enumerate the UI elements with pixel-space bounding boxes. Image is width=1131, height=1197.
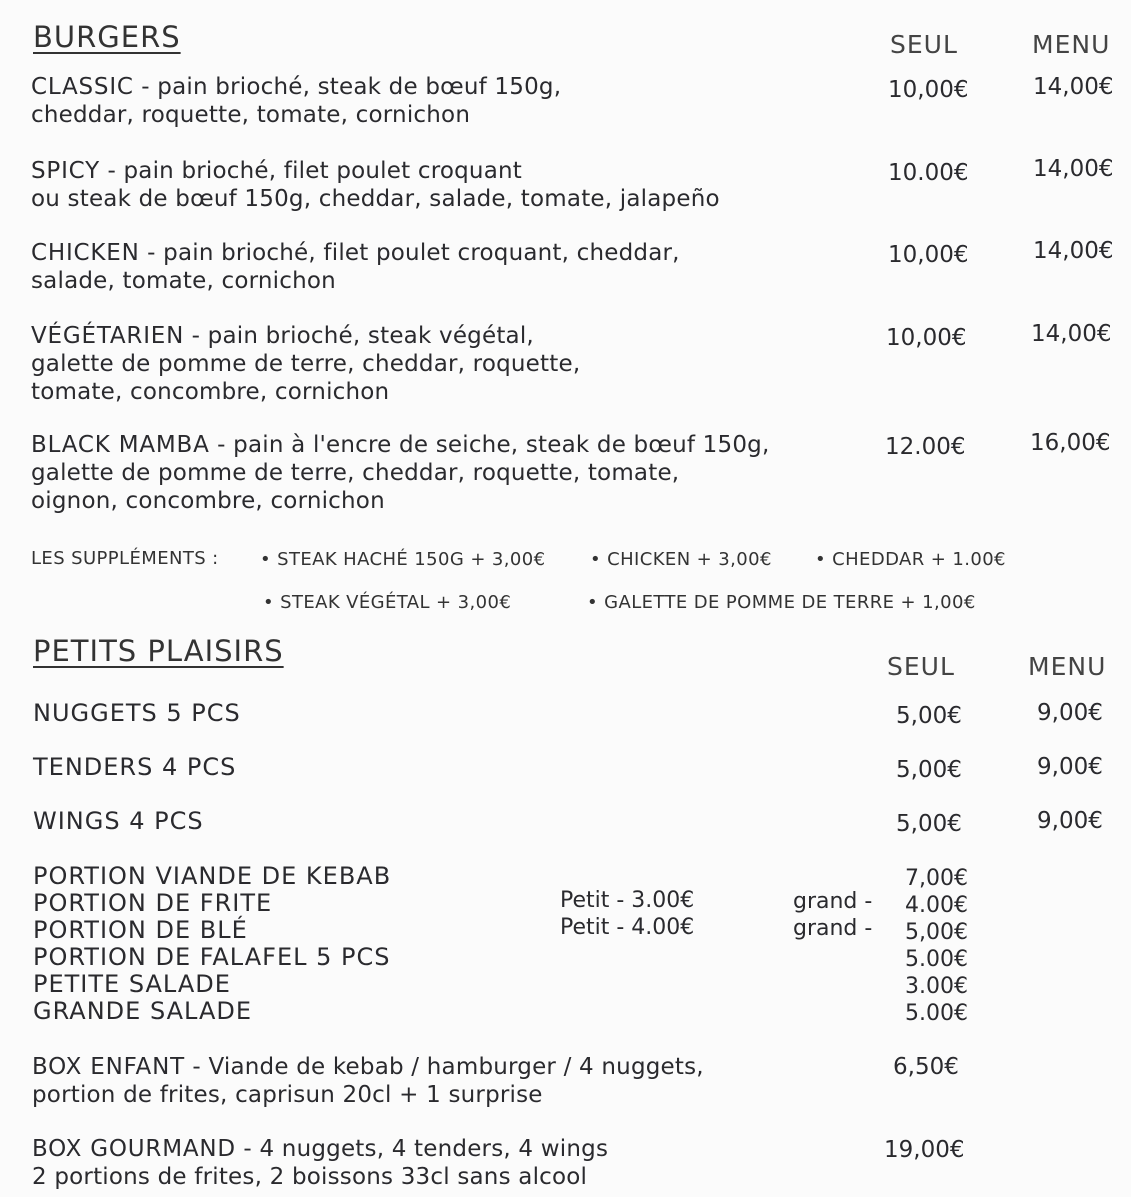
- portion-price: 5.00€: [905, 947, 968, 972]
- burger-desc-line2: galette de pomme de terre, cheddar, roquette, tomate,: [31, 460, 680, 486]
- portion-price: 3.00€: [905, 974, 968, 999]
- supplements-label: LES SUPPLÉMENTS :: [31, 548, 219, 569]
- burger-desc-line1: - pain brioché, steak végétal,: [184, 323, 534, 349]
- burgers-col-seul: SEUL: [890, 30, 958, 59]
- petit-price-seul: 5,00€: [896, 703, 962, 729]
- burger-price-menu: 14,00€: [1033, 74, 1114, 100]
- portion-grand-label: grand -: [793, 916, 873, 941]
- supplement-item: • STEAK VÉGÉTAL + 3,00€: [263, 592, 512, 613]
- portion-name: GRANDE SALADE: [33, 997, 253, 1025]
- portion-petit-price: Petit - 4.00€: [560, 915, 695, 940]
- petit-item-name: TENDERS 4 PCS: [33, 753, 237, 781]
- burger-item-classic: [31, 73, 561, 129]
- burger-item-black-mamba: [31, 431, 769, 515]
- portion-price: 5,00€: [905, 920, 968, 945]
- petit-price-seul: 5,00€: [896, 811, 962, 837]
- petits-col-menu: MENU: [1028, 652, 1107, 681]
- burger-desc-line1: - pain brioché, filet poulet croquant, cheddar,: [139, 240, 680, 266]
- box-name: BOX ENFANT: [32, 1054, 185, 1080]
- burger-price-seul: 10,00€: [888, 77, 969, 103]
- burger-price-seul: 12.00€: [885, 434, 966, 460]
- burger-item-spicy: [31, 157, 720, 213]
- petit-price-menu: 9,00€: [1037, 700, 1103, 726]
- portion-grand-labels: [793, 888, 872, 942]
- box-gourmand-price: 19,00€: [884, 1137, 965, 1163]
- portion-petit-price: Petit - 3.00€: [560, 888, 695, 913]
- burger-item-chicken: [31, 239, 680, 295]
- burger-desc-line3: oignon, concombre, cornichon: [31, 488, 385, 514]
- portion-grand-label: grand -: [793, 889, 873, 914]
- burger-desc-line2: salade, tomate, cornichon: [31, 268, 336, 294]
- burger-desc-line2: ou steak de bœuf 150g, cheddar, salade, tomate, jalapeño: [31, 186, 720, 212]
- petit-price-menu: 9,00€: [1037, 808, 1103, 834]
- portion-names: [33, 863, 391, 1025]
- supplement-item: • GALETTE DE POMME DE TERRE + 1,00€: [587, 592, 976, 613]
- box-desc-line1: - Viande de kebab / hamburger / 4 nuggets,: [184, 1054, 704, 1080]
- burger-item-vegetarien: [31, 322, 580, 406]
- box-name: BOX GOURMAND: [32, 1136, 236, 1162]
- petit-item-name: NUGGETS 5 PCS: [33, 699, 241, 727]
- burger-name: SPICY: [31, 158, 100, 184]
- portion-price: 4.00€: [905, 893, 968, 918]
- burger-desc-line1: - pain à l'encre de seiche, steak de bœuf 150g,: [209, 432, 770, 458]
- portion-name: PORTION DE FRITE: [33, 889, 273, 917]
- burger-desc-line2: galette de pomme de terre, cheddar, roquette,: [31, 351, 581, 377]
- box-desc-line1: - 4 nuggets, 4 tenders, 4 wings: [235, 1136, 609, 1162]
- portion-petit-prices: [560, 887, 694, 941]
- burger-name: CHICKEN: [31, 240, 140, 266]
- burger-price-menu: 16,00€: [1030, 430, 1111, 456]
- burger-name: CLASSIC: [31, 74, 134, 100]
- supplement-item: • STEAK HACHÉ 150G + 3,00€: [260, 549, 546, 570]
- burger-name: BLACK MAMBA: [31, 432, 210, 458]
- portion-price: 5.00€: [905, 1001, 968, 1026]
- supplement-item: • CHICKEN + 3,00€: [590, 549, 772, 570]
- petits-plaisirs-heading: PETITS PLAISIRS: [33, 634, 284, 668]
- portion-name: PORTION DE FALAFEL 5 PCS: [33, 943, 391, 971]
- supplement-item: • CHEDDAR + 1.00€: [815, 549, 1006, 570]
- burger-desc-line1: - pain brioché, filet poulet croquant: [99, 158, 522, 184]
- box-enfant: [32, 1053, 704, 1109]
- burgers-heading: BURGERS: [33, 20, 181, 54]
- burger-desc-line1: - pain brioché, steak de bœuf 150g,: [133, 74, 562, 100]
- burger-price-seul: 10,00€: [886, 325, 967, 351]
- burger-name: VÉGÉTARIEN: [31, 323, 185, 349]
- portion-price: 7,00€: [905, 866, 968, 891]
- burger-price-menu: 14,00€: [1033, 238, 1114, 264]
- petit-item-name: WINGS 4 PCS: [33, 807, 204, 835]
- burgers-col-menu: MENU: [1032, 30, 1111, 59]
- box-desc-line2: 2 portions de frites, 2 boissons 33cl sans alcool: [32, 1164, 588, 1190]
- petits-col-seul: SEUL: [887, 652, 955, 681]
- box-enfant-price: 6,50€: [893, 1054, 959, 1080]
- burger-price-seul: 10.00€: [888, 160, 969, 186]
- burger-price-menu: 14,00€: [1033, 156, 1114, 182]
- petit-price-seul: 5,00€: [896, 757, 962, 783]
- burger-price-menu: 14,00€: [1031, 321, 1112, 347]
- portion-prices: [880, 865, 968, 1027]
- portion-name: PORTION VIANDE DE KEBAB: [33, 862, 392, 890]
- portion-name: PORTION DE BLÉ: [33, 916, 248, 944]
- portion-name: PETITE SALADE: [33, 970, 231, 998]
- burger-price-seul: 10,00€: [888, 242, 969, 268]
- petit-price-menu: 9,00€: [1037, 754, 1103, 780]
- burger-desc-line3: tomate, concombre, cornichon: [31, 379, 390, 405]
- box-desc-line2: portion de frites, caprisun 20cl + 1 surprise: [32, 1082, 543, 1108]
- box-gourmand: [32, 1135, 608, 1191]
- burger-desc-line2: cheddar, roquette, tomate, cornichon: [31, 102, 471, 128]
